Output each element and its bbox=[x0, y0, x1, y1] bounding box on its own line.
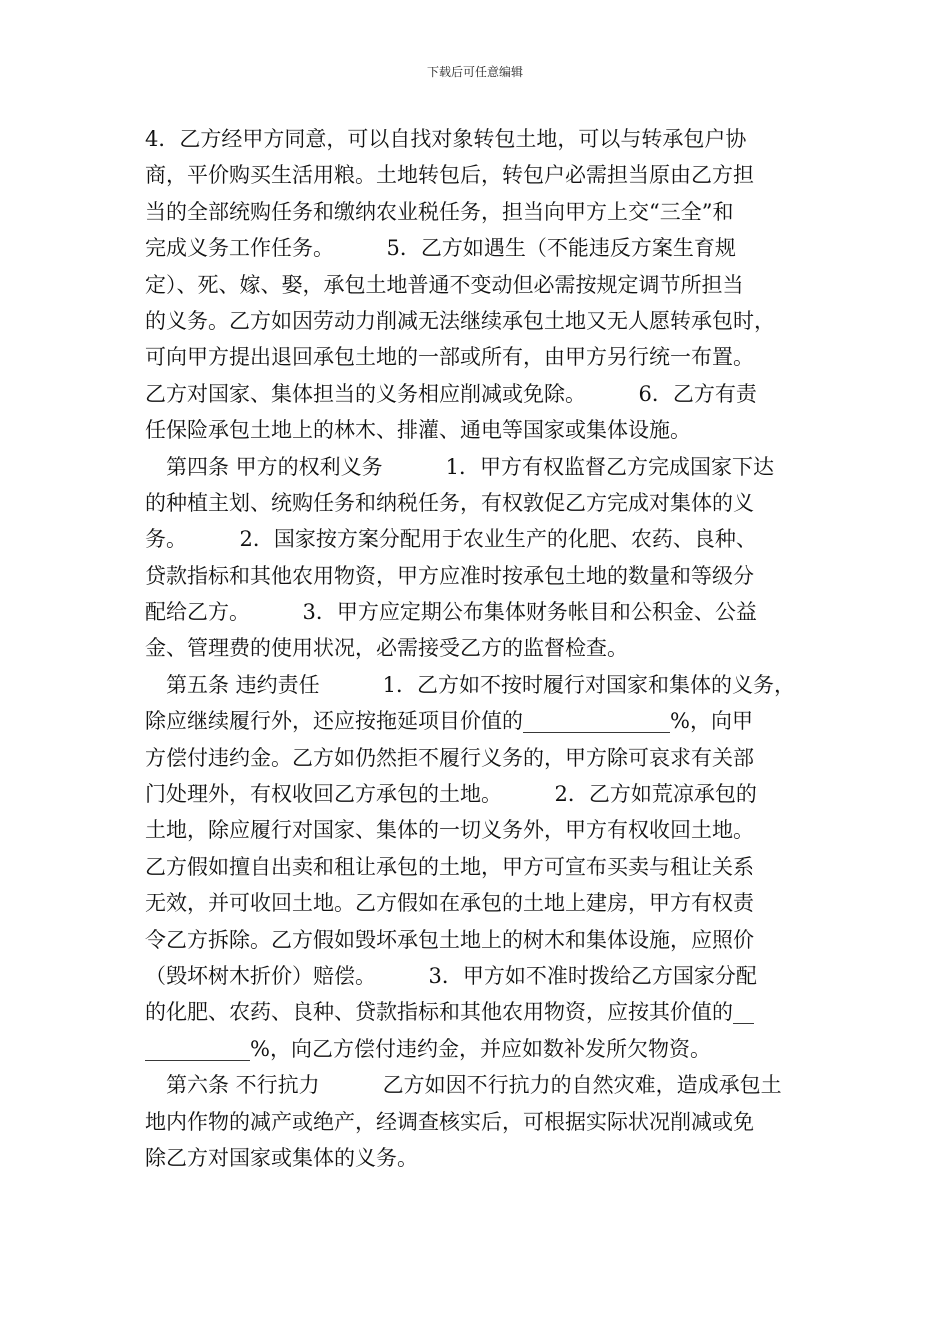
text-line: 4．乙方经甲方同意，可以自找对象转包土地，可以与转承包户协 bbox=[145, 127, 747, 151]
text-line: 商，平价购买生活用粮。土地转包后，转包户必需担当原由乙方担 bbox=[145, 163, 754, 188]
text-line: 金、管理费的使用状况，必需接受乙方的监督检查。 bbox=[145, 636, 628, 661]
article-heading-line: 第四条 甲方的权利义务 1．甲方有权监督乙方完成国家下达 bbox=[166, 454, 775, 479]
text-line: 除乙方对国家或集体的义务。 bbox=[145, 1145, 418, 1170]
text-line: 乙方假如擅自出卖和租让承包的土地，甲方可宣布买卖与租让关系 bbox=[145, 854, 754, 879]
text-line: 无效，并可收回土地。乙方假如在承包的土地上建房，甲方有权责 bbox=[145, 891, 754, 916]
text-line: 土地，除应履行对国家、集体的一切义务外，甲方有权收回土地。 bbox=[145, 818, 754, 843]
text-line: （毁坏树木折价）赔偿。 3．甲方如不准时拨给乙方国家分配 bbox=[145, 963, 757, 988]
text-line: 当的全部统购任务和缴纳农业税任务，担当向甲方上交“三全”和 bbox=[145, 199, 734, 224]
text-line: 任保险承包土地上的林木、排灌、通电等国家或集体设施。 bbox=[145, 418, 691, 443]
text-line: 除应继续履行外，还应按拖延项目价值的______________%，向甲 bbox=[145, 709, 753, 734]
text-line: 的种植主划、统购任务和纳税任务，有权敦促乙方完成对集体的义 bbox=[145, 490, 754, 515]
article-heading-line: 第六条 不行抗力 乙方如因不行抗力的自然灾难，造成承包土 bbox=[166, 1073, 782, 1098]
text-line: 完成义务工作任务。 5．乙方如遇生（不能违反方案生育规 bbox=[145, 236, 736, 261]
text-line: 地内作物的减产或绝产，经调查核实后，可根据实际状况削减或免 bbox=[145, 1109, 754, 1134]
text-line: 贷款指标和其他农用物资，甲方应准时按承包土地的数量和等级分 bbox=[145, 563, 754, 588]
page-header: 下载后可任意编辑 bbox=[426, 65, 523, 79]
text-line: 令乙方拆除。乙方假如毁坏承包土地上的树木和集体设施，应照价 bbox=[145, 927, 754, 952]
text-line: 方偿付违约金。乙方如仍然拒不履行义务的，甲方除可哀求有关部 bbox=[145, 745, 754, 770]
article-heading-line: 第五条 违约责任 1．乙方如不按时履行对国家和集体的义务， bbox=[166, 672, 796, 697]
text-line: 的义务。乙方如因劳动力削减无法继续承包土地又无人愿转承包时， bbox=[145, 308, 775, 333]
text-line: __________%，向乙方偿付违约金，并应如数补发所欠物资。 bbox=[145, 1036, 711, 1061]
text-line: 的化肥、农药、良种、贷款指标和其他农用物资，应按其价值的__ bbox=[145, 1000, 754, 1025]
text-line: 务。 2．国家按方案分配用于农业生产的化肥、农药、良种、 bbox=[145, 527, 757, 552]
text-line: 定）、死、嫁、娶，承包土地普通不变动但必需按规定调节所担当 bbox=[145, 272, 744, 297]
text-line: 配给乙方。 3．甲方应定期公布集体财务帐目和公积金、公益 bbox=[145, 600, 757, 625]
text-line: 门处理外，有权收回乙方承包的土地。 2．乙方如荒凉承包的 bbox=[145, 782, 757, 807]
document-body bbox=[145, 121, 807, 1176]
text-line: 乙方对国家、集体担当的义务相应削减或免除。 6．乙方有责 bbox=[145, 381, 757, 406]
text-line: 可向甲方提出退回承包土地的一部或所有，由甲方另行统一布置。 bbox=[145, 345, 754, 370]
